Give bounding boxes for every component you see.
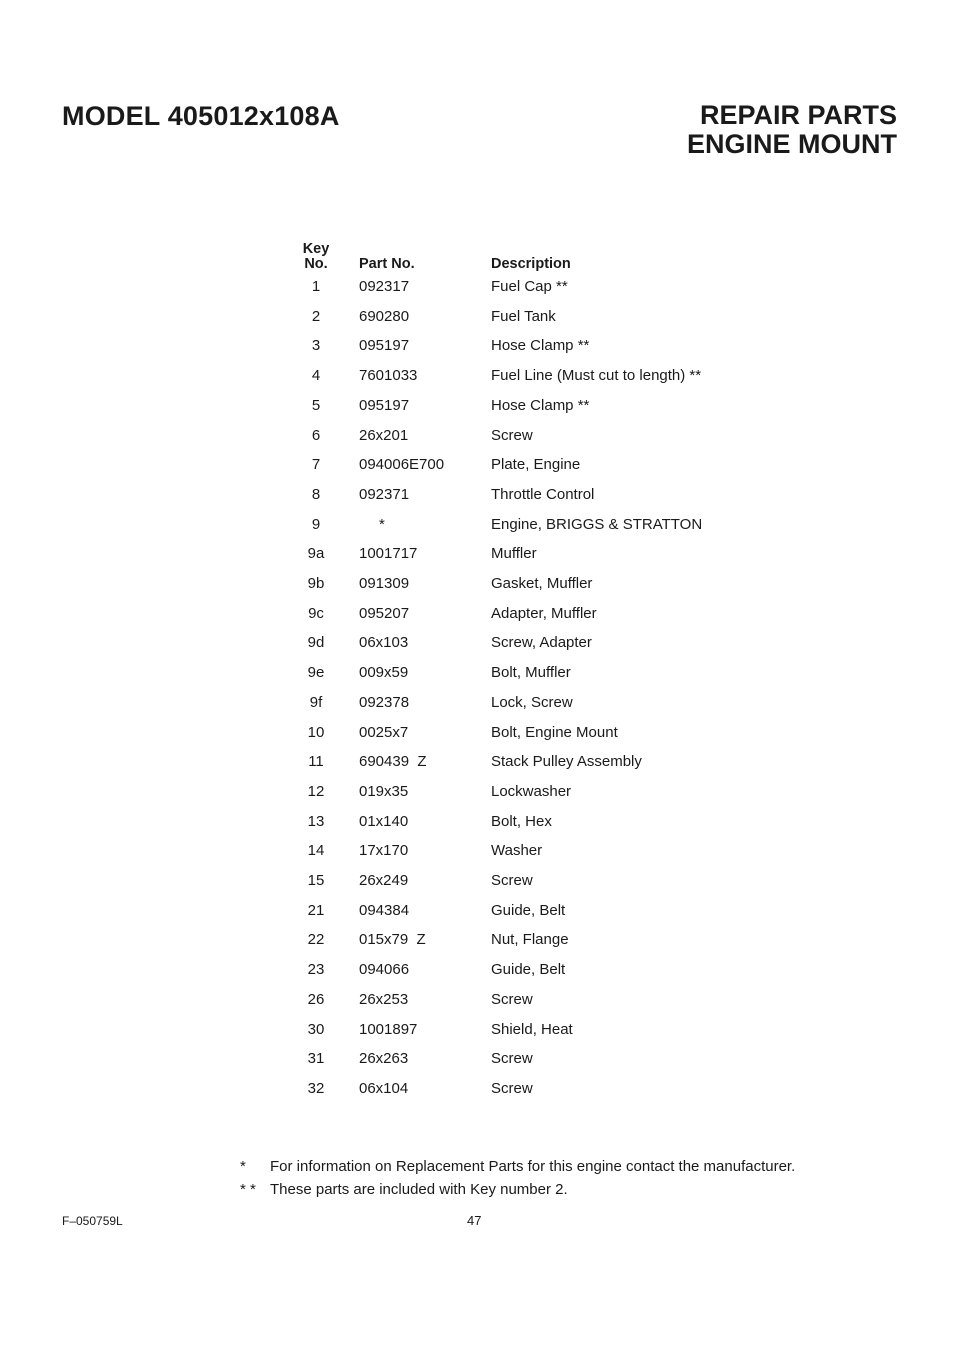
footnotes [240,1155,795,1201]
table-row [293,569,702,599]
table-row [293,302,702,332]
part-no-cell: 690439 Z [359,753,427,771]
part-no-cell: * [379,515,385,533]
footnote-mark: * * [240,1181,256,1198]
part-no-cell: 092378 [359,693,410,711]
part-no-cell: 06x104 [359,1079,409,1097]
part-no-cell: 094066 [359,961,410,979]
description-cell: Bolt, Muffler [491,664,571,682]
table-row [293,658,702,688]
document-code: F–050759L [62,1214,123,1228]
part-no-cell: 091309 [359,575,410,593]
part-no-cell: 690280 [359,307,410,325]
table-row [293,1044,702,1074]
table-row [293,391,702,421]
table-row [293,1015,702,1045]
key-no-cell: 3 [311,337,321,355]
footnote-text: These parts are included with Key number 2. [270,1181,568,1198]
key-no-cell: 15 [307,872,325,890]
key-no-cell: 26 [307,990,325,1008]
description-cell: Washer [491,842,543,860]
description-cell: Adapter, Muffler [491,604,597,622]
key-no-cell: 23 [307,961,325,979]
key-no-cell: 9b [307,575,325,593]
part-no-cell: 019x35 [359,782,409,800]
part-no-cell: 009x59 [359,664,409,682]
description-cell: Screw [491,872,533,890]
table-row [293,450,702,480]
table-row [293,628,702,658]
description-cell: Throttle Control [491,485,595,503]
key-no-cell: 10 [307,723,325,741]
key-no-cell: 7 [311,456,321,474]
description-cell: Lockwasher [491,782,572,800]
part-no-cell: 06x103 [359,634,409,652]
table-row [293,331,702,361]
key-no-cell: 11 [308,753,324,771]
part-no-cell: 26x201 [359,426,409,444]
description-cell: Fuel Cap ** [491,278,568,295]
table-row [293,718,702,748]
table-row [293,955,702,985]
description-cell: Screw [491,1079,533,1097]
description-cell: Nut, Flange [491,931,569,949]
page-number: 47 [467,1213,482,1228]
key-no-cell: 5 [311,396,321,414]
key-no-cell: 13 [307,812,325,830]
description-cell: Hose Clamp ** [491,396,590,414]
description-cell: Lock, Screw [491,693,573,711]
key-no-cell: 9d [307,634,325,652]
description-cell: Screw [491,426,533,444]
description-cell: Shield, Heat [491,1020,573,1038]
table-row [293,985,702,1015]
part-no-cell: 094006E700 [359,456,445,474]
table-row [293,688,702,718]
parts-table-body [293,272,702,1104]
description-cell: Screw, Adapter [491,634,592,652]
header-description: Description [491,256,571,272]
header-key-no [293,236,339,272]
table-row [293,836,702,866]
key-no-cell: 12 [307,782,325,800]
header-key-line1: Key [302,241,330,257]
part-no-cell: 092317 [359,278,410,295]
part-no-cell: 0025x7 [359,723,409,741]
description-cell: Guide, Belt [491,901,566,919]
footnote-1 [240,1155,795,1178]
key-no-cell: 21 [307,901,325,919]
table-row [293,777,702,807]
part-no-cell: 26x253 [359,990,409,1008]
header-key-line2: No. [304,256,328,272]
key-no-cell: 31 [307,1050,325,1068]
part-no-cell: 092371 [359,485,410,503]
key-no-cell: 9e [307,664,325,682]
part-no-cell: 015x79 Z [359,931,426,949]
description-cell: Screw [491,1050,533,1068]
part-no-cell: 094384 [359,901,410,919]
part-no-cell: 26x249 [359,872,409,890]
table-row [293,1074,702,1104]
key-no-cell: 32 [307,1079,325,1097]
key-no-cell: 9f [309,693,323,711]
description-cell: Fuel Line (Must cut to length) ** [491,367,702,385]
description-cell: Gasket, Muffler [491,575,593,593]
key-no-cell: 9a [307,545,325,563]
footnote-text: For information on Replacement Parts for this engine contact the manufacturer. [270,1158,796,1175]
model-title: MODEL 405012x108A [62,101,340,131]
key-no-cell: 9 [311,515,321,533]
table-row [293,896,702,926]
section-title-line1: REPAIR PARTS [699,100,897,130]
table-header-row [293,236,702,272]
part-no-cell: 17x170 [359,842,409,860]
key-no-cell: 2 [311,307,321,325]
description-cell: Plate, Engine [491,456,581,474]
parts-table [293,236,702,1104]
description-cell: Bolt, Engine Mount [491,723,618,741]
section-title [687,101,897,159]
header-part-no: Part No. [359,256,415,272]
table-row [293,807,702,837]
table-row [293,747,702,777]
table-row [293,272,702,302]
table-row [293,925,702,955]
part-no-cell: 095197 [359,396,410,414]
description-cell: Engine, BRIGGS & STRATTON [491,515,703,533]
table-row [293,361,702,391]
part-no-cell: 095207 [359,604,410,622]
part-no-cell: 1001897 [359,1020,418,1038]
table-row [293,480,702,510]
key-no-cell: 22 [307,931,325,949]
part-no-cell: 095197 [359,337,410,355]
description-cell: Guide, Belt [491,961,566,979]
description-cell: Bolt, Hex [491,812,552,830]
description-cell: Screw [491,990,533,1008]
footnote-2 [240,1178,795,1201]
key-no-cell: 6 [311,426,321,444]
footnote-mark: * [240,1158,246,1175]
key-no-cell: 8 [311,485,321,503]
table-row [293,539,702,569]
description-cell: Muffler [491,545,537,563]
part-no-cell: 26x263 [359,1050,409,1068]
key-no-cell: 9c [308,604,324,622]
key-no-cell: 1 [311,278,321,295]
key-no-cell: 30 [307,1020,325,1038]
description-cell: Stack Pulley Assembly [491,753,642,771]
part-no-cell: 1001717 [359,545,418,563]
section-title-line2: ENGINE MOUNT [686,129,897,159]
part-no-cell: 7601033 [359,367,418,385]
description-cell: Hose Clamp ** [491,337,590,355]
table-row [293,866,702,896]
key-no-cell: 4 [311,367,321,385]
key-no-cell: 14 [307,842,325,860]
table-row [293,421,702,451]
table-row [293,599,702,629]
table-row [293,510,702,540]
part-no-cell: 01x140 [359,812,409,830]
description-cell: Fuel Tank [491,307,556,325]
